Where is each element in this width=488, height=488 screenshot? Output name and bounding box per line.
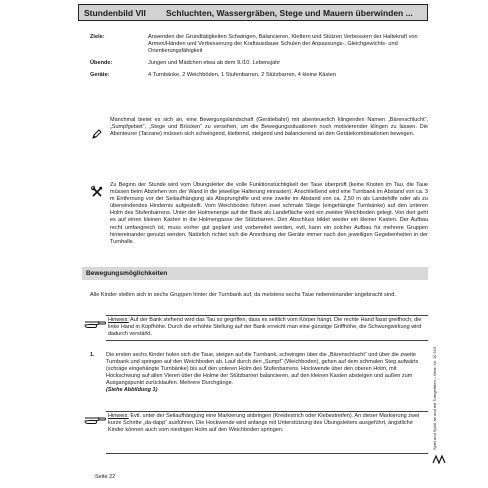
info-text: Anwenden der Grundtätigkeiten Schwingen, Balancieren, Klettern und Stützen Verbessern der Haltekraft von Armen/Händen und Verbesserung der Kraftausdauer Schulen der Anpassungs-, Gleichgewichts- und Orientierungsfähigkeit <box>148 34 418 54</box>
info-label: Ziele: <box>90 34 105 40</box>
hint-box-2 <box>106 411 428 454</box>
lesson-number: Stundenbild VII <box>84 7 146 18</box>
hint-box-1 <box>106 315 428 341</box>
item-description: Die ersten sechs Kinder holen sich die Taue, steigen auf die Turnbank, schwingen über die „Bärenschlucht“ und über die zweite Turnbank und springen auf den Weichboden ab. Lauf durch den „Sumpf“ (Weichboden), gehen auf dem schmalen Steg aufwärts (schräge eingehängte Turnbänke) bis auf den unteren Holm des Stufenbarrens. Hockwende über den oberen Holm, mit Hockschwung auf allen Vieren über die Holme der Stützbarren balancieren, auf den kleinen Kasten absteigen und außen zum Ausgangspunkt zurücklaufen. Mehrere Durchgänge. <box>106 352 419 387</box>
hint-label: Hinweis: <box>108 317 129 323</box>
lesson-info <box>90 34 430 84</box>
section-heading: Bewegungsmöglichkeiten <box>82 267 428 280</box>
intro-paragraph: Manchmal bietet es sich an, eine Bewegungslandschaft (Gerätebahn) mit abenteuerlich klingenden Namen „Bärenschlucht“, „Sumpfgebiet“, „Stege und Brücken“ zu versehen, um die Bewegungssituationen noch motivierender klingen zu lassen. Die Abenteurer (Tarzane) müssen sich schwingend, kletternd, steigend und balancierend an den Gerätekombinationen bewegen. <box>110 117 428 138</box>
hint-text: Evtl. unter der Seilaufhängung eine Markierung anbringen (Kreidestrich oder Klebestreifen). An dieser Markierung zwei kurze Schritte „da-dapp“ ausführen. Die Hockwende wird anfangs mit Unterstützung des Übungsleiters ausgeführt, ängstliche Kinder können auch vom niedrigen Holm auf den Weichboden springen. <box>108 413 420 434</box>
info-row-participants <box>90 60 430 67</box>
lesson-title: Schluchten, Wassergräben, Stege und Mauern überwinden ... <box>166 7 413 18</box>
item-text <box>106 352 428 395</box>
hint-label: Hinweis: <box>108 413 129 419</box>
publisher-logo <box>432 454 446 464</box>
pencil-icon <box>91 128 103 140</box>
info-text: 4 Turnbänke, 2 Weichböden, 1 Stufenbarren, 2 Stützbarren, 4 kleine Kästen <box>148 72 337 78</box>
info-label: Geräte: <box>90 72 110 78</box>
pointing-hand-icon <box>84 415 106 425</box>
side-text: Spiel und Spaß an und mit Turngeräten – Best.-Nr. 10 515 <box>432 346 437 450</box>
publisher-side-note <box>432 346 446 450</box>
info-row-goals <box>90 34 430 55</box>
page-number: Seite 22 <box>95 474 116 480</box>
info-label: Übende: <box>90 60 113 66</box>
tools-icon <box>91 186 103 198</box>
setup-paragraph: Zu Beginn der Stunde wird vom Übungsleiter die volle Funktionstüchtigkeit der Taue überprüft (keine Knoten im Tau, die Taue müssen beim Abziehen von der Wand in die jeweilige Halterung einrasten). Anschließend wird eine Turnbank im Abstand von ca. 3 m Entfernung vor der Seilaufhängung als Absprunghilfe und eine zweite im Abstand von ca. 2,50 m als Landehilfe oder als zu überwindendes Hindernis aufgestellt. Vom Weichboden führen zwei schmale Stege (eingehängte Turnbänke) auf den unteren Holm des Stufenbarrens. Unter der Holmenenge auf der Bank als Landefläche wird ein zweiter Weichboden gelegt. Von dort geht es auf einen kleinen Kasten in die Holmengasse der Stützbarren. Den Abschluss bildet wieder ein kleiner Kasten. Der Aufbau recht umfangreich ist, muss vorher gut geplant und vorbereitet werden, evtl. kann ein solcher Aufbau für mehrere Gruppen hintereinander genutzt werden. Natürlich richtet sich die Anordnung der Geräte immer nach den jeweiligen Gegebenheiten in der Turnhalle. <box>110 182 428 245</box>
info-text: Jungen und Mädchen etwa ab dem 9./10. Lebensjahr <box>148 60 281 66</box>
groups-intro: Alle Kinder stellen sich in sechs Gruppen hinter der Turnbank auf, da meistens sechs Taue nebeneinander angebracht sind. <box>90 292 396 298</box>
lesson-header <box>78 4 428 21</box>
exercise-item-1 <box>90 352 428 395</box>
info-row-equipment <box>90 72 430 79</box>
item-number: 1. <box>90 352 95 358</box>
pointing-hand-icon <box>84 319 106 329</box>
hint-text: Auf der Bank stehend wird das Tau so gegriffen, dass es seitlich vom Körper hängt. Die rechte Hand fasst greifhoch, die linke Hand in Kopfhöhe. Durch die erhöhte Stellung auf der Bank erreicht man eine günstige Griffhöhe, die Schwungwirkung wird dadurch verstärkt. <box>108 317 422 338</box>
figure-reference: (Siehe Abbildung 1) <box>106 387 158 394</box>
